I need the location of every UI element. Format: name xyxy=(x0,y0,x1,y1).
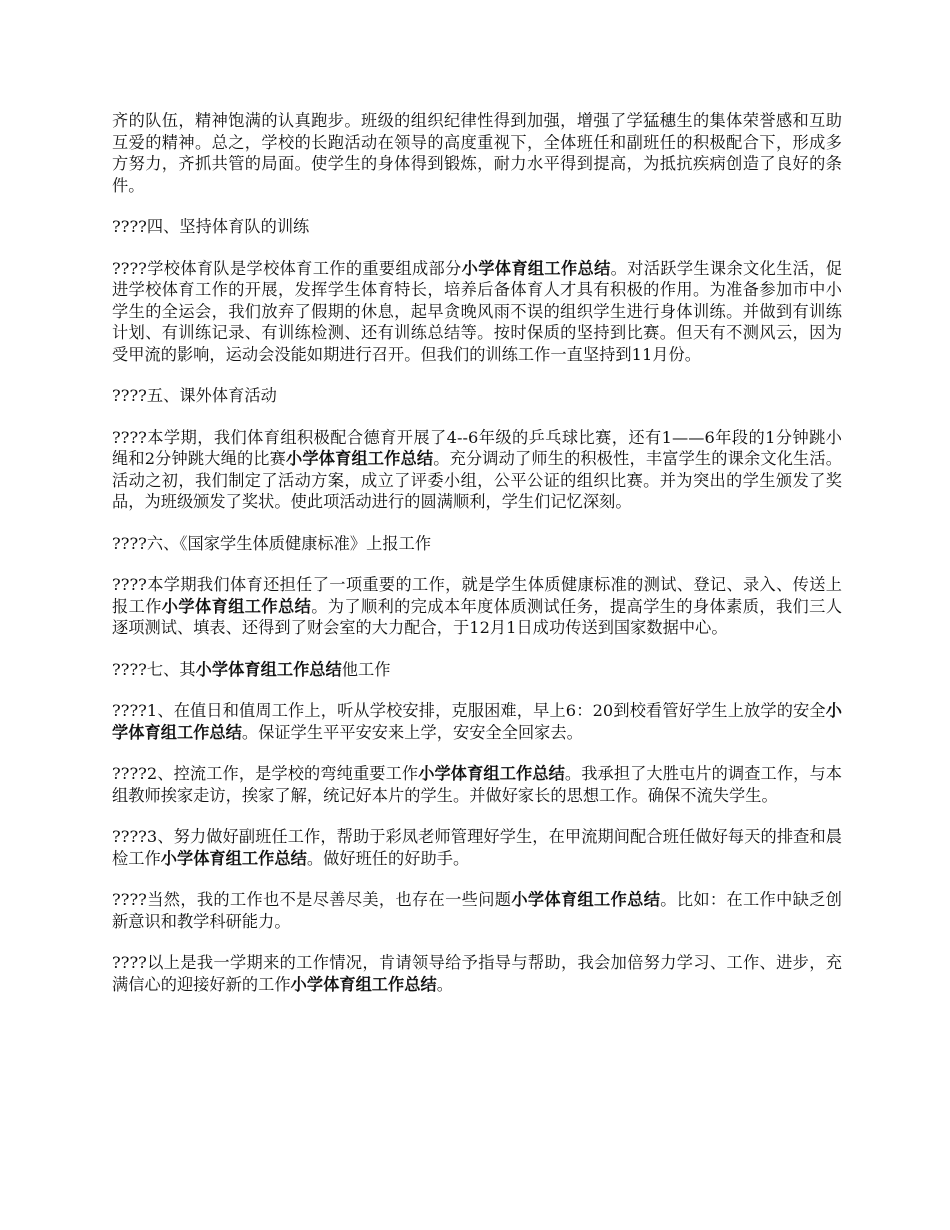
bold-keyword: 小学体育组工作总结 xyxy=(461,258,611,278)
text-run: 齐的队伍，精神饱满的认真跑步。班级的组织纪律性得到加强，增强了学猛穗生的集体荣誉感和互助互爱的精神。总之，学校的长跑活动在领导的高度重视下，全体班任和副班任的积极配合下，形成多方努力，齐抓共管的局面。使学生的身体得到锻炼，耐力水平得到提高，为抵抗疾病创造了良好的条件。 xyxy=(112,111,842,195)
text-run: 。保证学生平平安安来上学，安安全全回家去。 xyxy=(241,722,583,742)
bold-keyword: 小学体育组工作总结 xyxy=(290,974,437,994)
paragraph xyxy=(112,826,842,869)
text-run: 。充分调动了师生的积极性，丰富学生的课余文化生活。活动之初，我们制定了活动方案，成立了评委小组，公平公证的组织比赛。并为突出的学生颁发了奖品，为班级颁发了奖状。使此项活动进行的圆满顺利，学生们记忆深刻。 xyxy=(112,449,842,511)
text-run: 。比如：在工作中缺乏创新意识和教学科研能力。 xyxy=(112,890,842,931)
text-run: ????1、在值日和值周工作上，听从学校安排，克服困难，早上6：20到校看管好学生上放学的安全 xyxy=(112,701,826,720)
text-run: ????以上是我一学期来的工作情况，肯请领导给予指导与帮助，我会加倍努力学习、工作、进步，充满信心的迎接好新的工作 xyxy=(112,953,842,994)
text-run: 。对活跃学生课余文化生活，促进学校体育工作的开展，发挥学生体育特长，培养后备体育人才具有积极的作用。为准备参加市中小学生的全运会，我们放弃了假期的休息，起早贪晚风雨不误的组织学生进行身体训练。并做到有训练计划、有训练记录、有训练检测、还有训练总结等。按时保质的坚持到比赛。但天有不测风云，因为受甲流的影响，运动会没能如期进行召开。但我们的训练工作一直坚持到11月份。 xyxy=(112,258,843,364)
text-run: 。为了顺利的完成本年度体质测试任务，提高学生的身体素质，我们三人逐项测试、填表、还得到了财会室的大力配合，于12月1日成功传送到国家数据中心。 xyxy=(112,596,842,637)
text-run: ????3、努力做好副班任工作，帮助于彩凤老师管理好学生，在甲流期间配合班任做好每天的排查和晨检工作 xyxy=(112,827,842,868)
paragraph xyxy=(112,952,842,995)
text-run: ????六、《国家学生体质健康标准》上报工作 xyxy=(112,533,432,553)
text-run: ????七、其 xyxy=(112,659,196,679)
text-run: 。做好班任的好助手。 xyxy=(306,848,470,868)
text-run: ????本学期我们体育还担任了一项重要的工作，就是学生体质健康标准的测试、登记、录入、传送上报工作 xyxy=(112,575,842,616)
bold-keyword: 小学体育组工作总结 xyxy=(511,890,661,909)
text-run: ????2、控流工作，是学校的弯纯重要工作 xyxy=(112,764,419,783)
bold-keyword: 小学体育组工作总结 xyxy=(286,449,434,468)
section-heading xyxy=(112,533,842,555)
section-heading xyxy=(112,385,842,407)
paragraph xyxy=(112,763,842,806)
text-run: ????学校体育队是学校体育工作的重要组成部分 xyxy=(112,258,462,278)
paragraph xyxy=(112,889,842,932)
text-run: ????本学期，我们体育组积极配合德育开展了4--6年级的乒乓球比赛，还有1——6年段的1分钟跳小绳和2分钟跳大绳的比赛 xyxy=(112,427,842,468)
paragraph xyxy=(112,574,842,639)
text-run: 。我承担了大胜屯片的调查工作，与本组教师挨家走访，挨家了解，统记好本片的学生。并做好家长的思想工作。确保不流失学生。 xyxy=(112,764,843,805)
bold-keyword: 小学体育组工作总结 xyxy=(418,764,565,783)
paragraph xyxy=(112,427,842,513)
section-heading xyxy=(112,216,842,238)
paragraph xyxy=(112,258,842,366)
bold-keyword: 小学体育组工作总结 xyxy=(112,701,842,742)
text-run: 他工作 xyxy=(341,659,391,679)
bold-keyword: 小学体育组工作总结 xyxy=(161,596,312,616)
text-run: 。 xyxy=(436,974,454,994)
bold-keyword: 小学体育组工作总结 xyxy=(195,659,342,679)
text-run: ????四、坚持体育队的训练 xyxy=(112,217,310,236)
text-run: ????当然，我的工作也不是尽善尽美，也存在一些问题 xyxy=(112,890,512,909)
section-heading xyxy=(112,659,842,681)
paragraph xyxy=(112,700,842,743)
paragraph xyxy=(112,110,842,196)
text-run: ????五、课外体育活动 xyxy=(112,386,277,405)
bold-keyword: 小学体育组工作总结 xyxy=(160,848,307,868)
